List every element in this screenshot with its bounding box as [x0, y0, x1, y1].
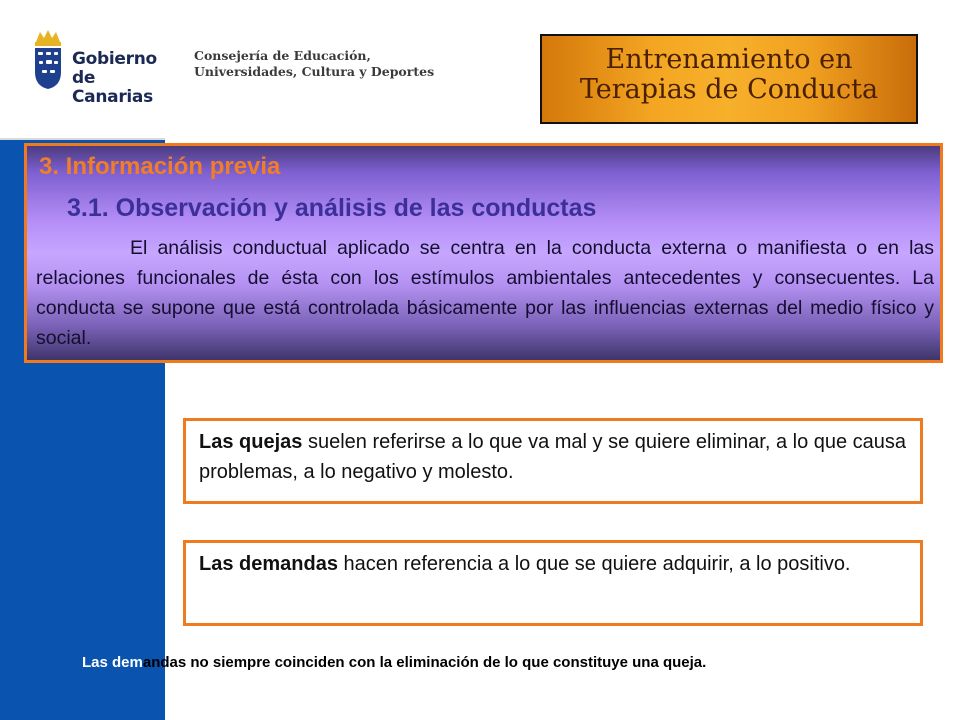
org-line-2: de Canarias: [72, 68, 153, 107]
quejas-term: Las quejas: [199, 431, 303, 453]
quejas-box: [183, 418, 923, 504]
info-panel: [24, 143, 943, 363]
section-title: 3. Información previa: [39, 153, 281, 180]
header-divider: [0, 138, 165, 140]
gobierno-canarias-logo: [28, 28, 178, 107]
course-title-banner: [540, 34, 918, 124]
dept-line-2: Universidades, Cultura y Deportes: [194, 64, 435, 79]
course-title-line-2: Terapias de Conducta: [579, 74, 879, 105]
demandas-term: Las demandas: [199, 553, 338, 575]
quejas-text: suelen referirse a lo que va mal y se quiere eliminar, a lo que causa problemas, a lo negativo y molesto.: [199, 431, 907, 483]
subsection-title: 3.1. Observación y análisis de las conductas: [67, 194, 597, 222]
footnote-part-1: Las dem: [82, 654, 143, 671]
demandas-box: [183, 540, 923, 626]
department-name: [194, 48, 434, 80]
coat-of-arms-icon: [28, 28, 68, 90]
footnote: [82, 654, 706, 671]
organization-name: [72, 50, 178, 107]
course-title-line-1: Entrenamiento en: [605, 44, 853, 75]
footnote-part-2: andas no siempre coinciden con la eliminación de lo que constituye una queja.: [142, 654, 707, 671]
panel-body-text: El análisis conductual aplicado se centra en la conducta externa o manifiesta o en las relaciones funcionales de ésta con los estímulos ambientales antecedentes y consecuentes. La conducta se supone que está controlada básicamente por las influencias externas del medio físico y social.: [36, 237, 934, 349]
dept-line-1: Consejería de Educación,: [194, 48, 371, 63]
org-line-1: Gobierno: [72, 49, 157, 69]
demandas-text: hacen referencia a lo que se quiere adquirir, a lo positivo.: [337, 553, 851, 575]
